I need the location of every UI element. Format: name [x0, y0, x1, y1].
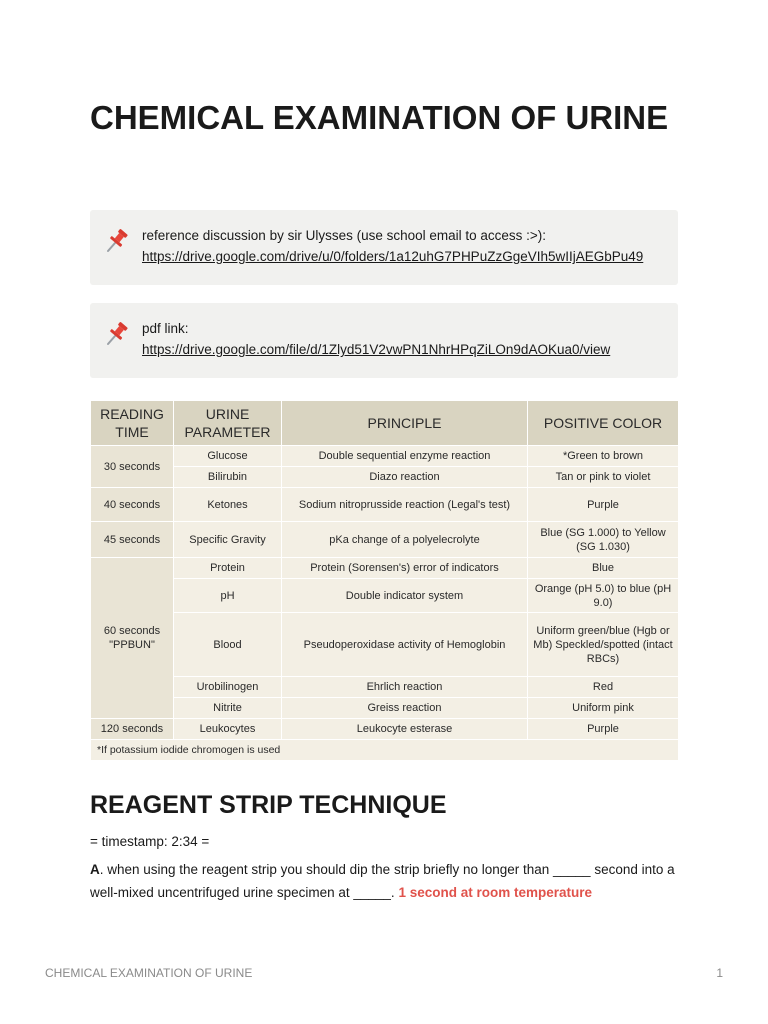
callout-text: reference discussion by sir Ulysses (use school email to access :>):: [142, 228, 547, 243]
question-text: . when using the reagent strip you should dip the strip briefly no longer than _____ second into a well-mixed uncentrifuged urine specimen at _____.: [90, 862, 675, 900]
table-row: [91, 698, 679, 719]
header-urine-parameter: URINE PARAMETER: [174, 401, 282, 446]
reagent-strip-table: [90, 400, 679, 761]
parameter-cell: Specific Gravity: [174, 522, 282, 558]
reading-time-cell: 30 seconds: [91, 446, 174, 488]
header-reading-time: READING TIME: [91, 401, 174, 446]
table-footnote-row: [91, 740, 679, 761]
pushpin-icon: [103, 320, 131, 348]
color-cell: Blue: [528, 558, 679, 579]
color-cell: Tan or pink to violet: [528, 467, 679, 488]
reference-callout: [90, 210, 678, 285]
parameter-cell: Protein: [174, 558, 282, 579]
table-header-row: [91, 401, 679, 446]
reading-time-cell: 60 seconds "PPBUN": [91, 558, 174, 719]
parameter-cell: Urobilinogen: [174, 677, 282, 698]
reading-time-cell: 45 seconds: [91, 522, 174, 558]
parameter-cell: Glucose: [174, 446, 282, 467]
table-row: [91, 579, 679, 613]
footer-title: CHEMICAL EXAMINATION OF URINE: [45, 966, 253, 980]
header-positive-color: POSITIVE COLOR: [528, 401, 679, 446]
principle-cell: Ehrlich reaction: [282, 677, 528, 698]
pushpin-icon: [103, 227, 131, 255]
principle-cell: Leukocyte esterase: [282, 719, 528, 740]
question-label: A: [90, 862, 100, 877]
parameter-cell: Blood: [174, 613, 282, 677]
color-cell: Blue (SG 1.000) to Yellow (SG 1.030): [528, 522, 679, 558]
page-number: 1: [716, 966, 723, 980]
color-cell: Red: [528, 677, 679, 698]
pdf-callout: [90, 303, 678, 378]
answer-text: 1 second at room temperature: [398, 885, 592, 900]
page-title: CHEMICAL EXAMINATION OF URINE: [90, 99, 669, 136]
principle-cell: pKa change of a polyelecrolyte: [282, 522, 528, 558]
section-heading: REAGENT STRIP TECHNIQUE: [90, 791, 447, 819]
timestamp-text: = timestamp: 2:34 =: [90, 834, 210, 849]
color-cell: Purple: [528, 719, 679, 740]
color-cell: Orange (pH 5.0) to blue (pH 9.0): [528, 579, 679, 613]
table-row: [91, 488, 679, 522]
header-principle: PRINCIPLE: [282, 401, 528, 446]
table-row: [91, 719, 679, 740]
parameter-cell: Leukocytes: [174, 719, 282, 740]
principle-cell: Greiss reaction: [282, 698, 528, 719]
parameter-cell: Bilirubin: [174, 467, 282, 488]
principle-cell: Protein (Sorensen's) error of indicators: [282, 558, 528, 579]
principle-cell: Diazo reaction: [282, 467, 528, 488]
color-cell: Purple: [528, 488, 679, 522]
reading-time-cell: 120 seconds: [91, 719, 174, 740]
table-footnote: *If potassium iodide chromogen is used: [91, 740, 679, 761]
parameter-cell: pH: [174, 579, 282, 613]
table-row: [91, 522, 679, 558]
parameter-cell: Nitrite: [174, 698, 282, 719]
pdf-link[interactable]: https://drive.google.com/file/d/1Zlyd51V2vwPN1NhrHPqZiLOn9dAOKua0/view: [142, 342, 611, 357]
principle-cell: Pseudoperoxidase activity of Hemoglobin: [282, 613, 528, 677]
callout-text: pdf link:: [142, 321, 189, 336]
color-cell: Uniform green/blue (Hgb or Mb) Speckled/spotted (intact RBCs): [528, 613, 679, 677]
drive-folder-link[interactable]: https://drive.google.com/drive/u/0/folders/1a12uhG7PHPuZzGgeVIh5wIIjAEGbPu49: [142, 249, 644, 264]
parameter-cell: Ketones: [174, 488, 282, 522]
question-paragraph: [90, 858, 690, 904]
reading-time-cell: 40 seconds: [91, 488, 174, 522]
table-row: [91, 558, 679, 579]
table-row: [91, 613, 679, 677]
principle-cell: Double sequential enzyme reaction: [282, 446, 528, 467]
table-row: [91, 446, 679, 467]
color-cell: Uniform pink: [528, 698, 679, 719]
table-row: [91, 467, 679, 488]
table-row: [91, 677, 679, 698]
principle-cell: Double indicator system: [282, 579, 528, 613]
principle-cell: Sodium nitroprusside reaction (Legal's test): [282, 488, 528, 522]
color-cell: *Green to brown: [528, 446, 679, 467]
